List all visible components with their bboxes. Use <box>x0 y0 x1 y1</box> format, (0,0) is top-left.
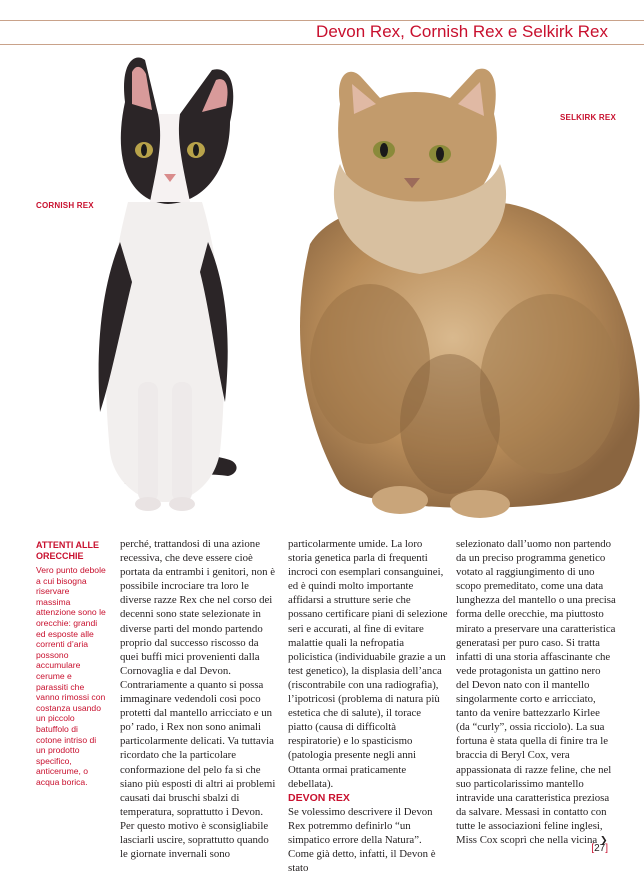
page-number <box>591 843 608 854</box>
text-column-1 <box>120 537 278 861</box>
column-2-paragraph-1: particolarmente umide. La loro storia genetica parla di frequenti incroci con esemplari consanguinei, ed è quindi molto importante affidarsi a strutture serie che possano certificare piani di selezione seri e accurati, al fine di evitare malattie quali la nefropatia policistica (individuabile grazie a un test genetico), la displasia dell’anca (riscontrabile con una radiografia), l’ipotricosi (problema di natura più estetica che di salute), il torace piatto (causa di difficoltà respiratorie) e lo spasticismo (patologia presente negli anni Ottanta ormai praticamente debellata). <box>288 538 448 790</box>
column-1-paragraph-1: perché, trattandosi di una azione recessiva, che deve essere cioè portata da entrambi i genitori, non è possibile incrociare tra loro le diverse razze Rex che nel corso dei decenni sono state selezionate in diverse parti del mondo partendo proprio dal successo riscosso da quei buffi mici provenienti dalla Cornovaglia e dal Devon. <box>120 538 276 677</box>
column-1-paragraph-2: Contrariamente a quanto si possa immaginare vedendoli così poco protetti dal mantello arricciato e un po’ rado, i Rex non sono animali particolarmente delicati. Va tuttavia ricordato che la particolare conformazione del pelo fa sì che siano più esposti di altri ai problemi causati dai bruschi sbalzi di temperatura, soprattutto i Devon. Per questo motivo è sconsigliabile lasciarli uscire, soprattutto quando le giornate invernali sono <box>120 678 276 861</box>
header-rule-top <box>0 20 644 21</box>
cornish-rex-caption: CORNISH REX <box>36 201 94 210</box>
sidebar-body: Vero punto debole a cui bisogna riservare massima attenzione sono le orecchie: grandi ed esposte alle correnti d’aria possono accumulare cerume e parassiti che vanno rimossi con costanza usando un piccolo batuffolo di cotone intriso di un prodotto specifico, anticerume, o acqua borica. <box>36 565 106 787</box>
page-header-title: Devon Rex, Cornish Rex e Selkirk Rex <box>316 22 608 41</box>
chevron-right-icon[interactable]: ❯ <box>599 835 608 846</box>
text-column-2 <box>288 537 448 875</box>
text-column-3 <box>456 537 616 848</box>
page-number-value: 27 <box>594 843 606 854</box>
selkirk-rex-caption: SELKIRK REX <box>560 113 616 122</box>
sidebar-title: ATTENTI ALLE ORECCHIE <box>36 540 99 561</box>
column-3-text: selezionato dall’uomo non partendo da un preciso programma genetico votato al raggiungimento di uno scopo premeditato, come una data lunghezza del mantello o una precisa forma delle orecchie, ma piuttosto mirato a preservare una caratteristica generatasi per puro caso. Si tratta infatti di una storia affascinante che vede protagonista un gattino nero del Devon nato con il mantello singolarmente corto e arricciato, tanto da venire battezzarlo Kirlee (da “curly”, ossia ricciolo). La sua fortuna è stata quella di finire tra le braccia di Beryl Cox, vera appassionata di razze feline, che nel suo particolarissimo mantello intravide una caratteristica preziosa da salvare. Messasi in contatto con tutte le associazioni feline inglesi, Miss Cox scoprì che nella vicina <box>456 538 616 846</box>
column-3-paragraph-1 <box>456 537 616 848</box>
sidebar-box <box>36 540 106 787</box>
selkirk-rex-photo <box>280 64 644 520</box>
page-number-open-bracket: [ <box>591 843 595 854</box>
header-rule-bottom <box>0 44 644 45</box>
devon-rex-heading: DEVON REX <box>288 791 350 804</box>
column-2-paragraph-2: Se volessimo descrivere il Devon Rex potremmo definirlo “un simpatico errore della Natura”. Come già detto, infatti, il Devon è stato <box>288 805 436 875</box>
cornish-rex-photo <box>80 52 250 522</box>
page-number-close-bracket: ] <box>605 843 608 854</box>
